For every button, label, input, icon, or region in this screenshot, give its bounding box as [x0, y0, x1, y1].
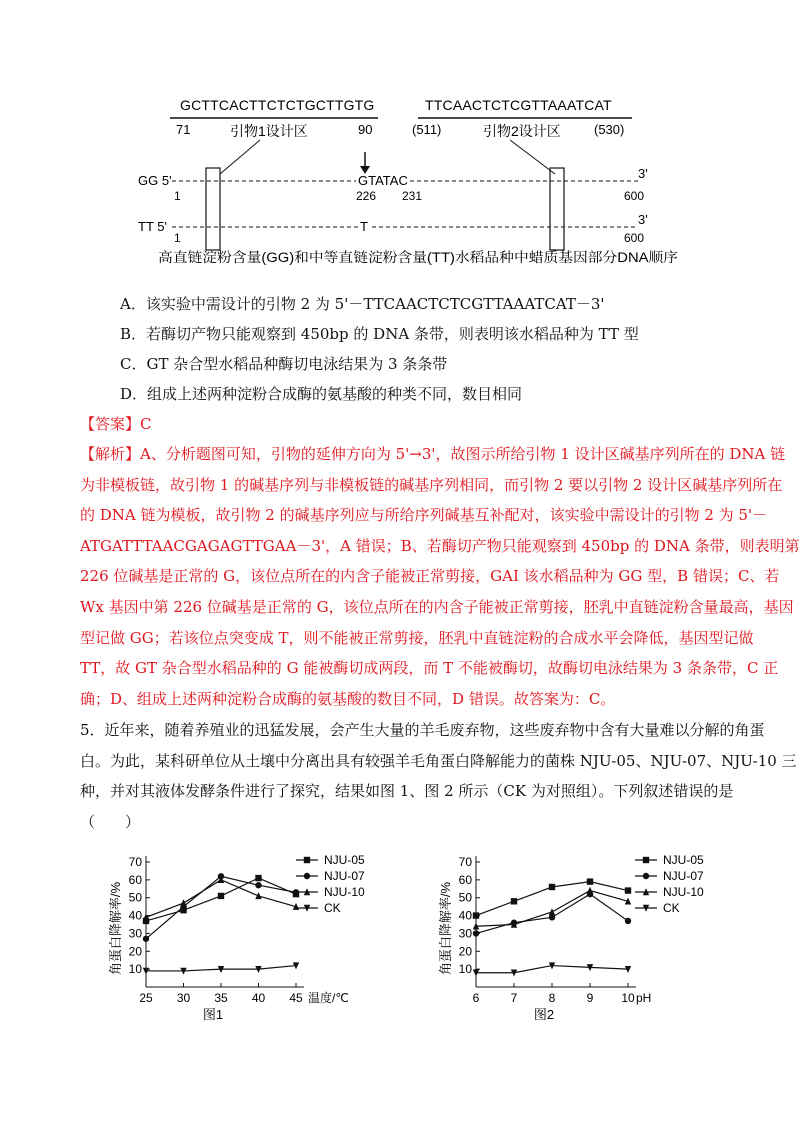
option-c: C．GT 杂合型水稻品种酶切电泳结果为 3 条条带 [120, 355, 448, 373]
data-point [180, 899, 186, 906]
data-point [255, 892, 261, 899]
data-point [511, 898, 517, 904]
gg-pos226: 226 [356, 189, 377, 203]
series-line [146, 878, 296, 921]
analysis-line: 为非模板链，故引物 1 的碱基序列与非模板链的碱基序列相同，而引物 2 要以引物 2 设计区碱基序列所在 [80, 475, 783, 494]
x-axis-label: pH [636, 991, 652, 1005]
gg-mid-seq: GTATAC [358, 173, 408, 188]
y-tick-label: 20 [458, 944, 472, 959]
data-point [304, 857, 310, 863]
x-tick-label: 25 [139, 991, 153, 1005]
primer1-box [206, 168, 220, 250]
chart-temperature [100, 850, 365, 1025]
y-axis-label: 角蛋白降解率/% [108, 881, 123, 976]
analysis-line: 的 DNA 链为模板，故引物 2 的碱基序列应与所给序列碱基互补配对，该实验中需设计的引物 2 为 5'－ [80, 506, 768, 525]
x-tick-label: 40 [251, 991, 266, 1005]
analysis-line: TT，故 GT 杂合型水稻品种的 G 能被酶切成两段，而 T 不能被酶切，故酶切电泳结果为 3 条条带，C 正 [80, 659, 779, 678]
y-tick-label: 10 [128, 962, 142, 977]
data-point [473, 930, 479, 936]
data-point [255, 882, 261, 888]
x-tick-label: 45 [289, 991, 303, 1005]
data-point [549, 908, 555, 915]
x-tick-label: 8 [548, 991, 556, 1005]
data-point [643, 873, 649, 879]
analysis-line: Wx 基因中第 226 位碱基是正常的 G，该位点所在的内含子能被正常剪接，胚乳中直链淀粉含量最高，基因 [80, 598, 794, 616]
legend-label: NJU-10 [663, 885, 704, 899]
y-tick-label: 70 [458, 855, 472, 869]
option-b: B．若酶切产物只能观察到 450bp 的 DNA 条带，则表明该水稻品种为 TT 型 [120, 325, 639, 343]
primer2-label: 引物2设计区 [483, 123, 561, 139]
tt-end: 600 [624, 231, 645, 245]
gg-label: GG 5' [138, 173, 172, 188]
tt-mid-seq: T [360, 219, 368, 234]
data-point [625, 918, 631, 924]
x-tick-label: 6 [472, 991, 480, 1005]
y-tick-label: 10 [458, 962, 472, 977]
tt-label: TT 5' [138, 219, 167, 234]
data-point [643, 857, 649, 863]
question5-line: （ ） [80, 812, 141, 831]
y-tick-label: 50 [128, 890, 142, 905]
tt-start: 1 [174, 231, 181, 245]
y-tick-label: 70 [128, 855, 142, 869]
legend-label: NJU-07 [663, 869, 704, 883]
data-point [473, 912, 479, 918]
legend-label: NJU-07 [324, 869, 365, 883]
option-d: D．组成上述两种淀粉合成酶的氨基酸的种类不同，数目相同 [120, 385, 523, 403]
legend-label: CK [324, 901, 341, 915]
primer1-sequence: GCTTCACTTCTCTGCTTGTG [180, 97, 375, 113]
legend-label: NJU-05 [663, 853, 704, 867]
data-point [587, 887, 593, 894]
legend-label: NJU-05 [324, 853, 365, 867]
question5-line: 5．近年来，随着养殖业的迅猛发展，会产生大量的羊毛废弃物，这些废弃物中含有大量难以分解的角蛋 [80, 721, 765, 739]
y-tick-label: 30 [128, 926, 142, 941]
data-point [587, 878, 593, 884]
primer2-sequence: TTCAACTCTCGTTAAATCAT [425, 97, 612, 113]
chart-caption: 图1 [202, 1007, 224, 1022]
y-tick-label: 60 [128, 872, 142, 887]
answer-line: 【答案】C [80, 415, 152, 433]
gene-figure-caption: 高直链淀粉含量(GG)和中等直链淀粉含量(TT)水稻品种中蜡质基因部分DNA顺序 [158, 250, 630, 265]
x-tick-label: 10 [621, 991, 635, 1005]
y-axis-label: 角蛋白降解率/% [438, 881, 453, 976]
gg-pos231: 231 [402, 189, 423, 203]
chart-ph [430, 850, 720, 1025]
y-tick-label: 20 [128, 944, 142, 959]
primer2-end: (530) [594, 122, 625, 137]
primer1-start: 71 [176, 122, 191, 137]
data-point [143, 936, 149, 942]
chart-caption: 图2 [533, 1007, 555, 1022]
series-line [146, 876, 296, 939]
gg-start: 1 [174, 189, 181, 203]
analysis-line: 【解析】A、分析题图可知，引物的延伸方向为 5'→3'，故图示所给引物 1 设计区碱基序列所在的 DNA 链 [80, 445, 786, 463]
primer1-end: 90 [358, 122, 373, 137]
y-tick-label: 60 [458, 872, 472, 887]
y-tick-label: 50 [458, 890, 472, 905]
data-point [218, 893, 224, 899]
x-axis-label: 温度/℃ [308, 991, 349, 1005]
gg-end3: 3' [638, 166, 648, 181]
question5-line: 白。为此，某科研单位从土壤中分离出具有较强羊毛角蛋白降解能力的菌株 NJU-05、NJU-07、NJU-10 三 [80, 751, 797, 770]
primer2-box [550, 168, 564, 250]
x-tick-label: 35 [214, 991, 228, 1005]
analysis-line: 确；D、组成上述两种淀粉合成酶的氨基酸的数目不同，D 错误。故答案为：C。 [80, 689, 616, 708]
question5-line: 种，并对其液体发酵条件进行了探究，结果如图 1、图 2 所示（CK 为对照组）。下列叙述错误的是 [80, 782, 734, 800]
gene-diagram [120, 90, 720, 270]
data-point [549, 884, 555, 890]
primer1-pointer [220, 140, 260, 174]
option-a: A．该实验中需设计的引物 2 为 5'－TTCAACTCTCGTTAAATCAT－3' [120, 295, 605, 313]
primer2-pointer [510, 140, 555, 174]
analysis-line: 型记做 GG；若该位点突变成 T，则不能被正常剪接，胚乳中直链淀粉的合成水平会降低，基因型记做 [80, 628, 754, 647]
legend-label: CK [663, 901, 680, 915]
x-tick-label: 30 [176, 991, 191, 1005]
primer1-label: 引物1设计区 [230, 123, 308, 139]
y-tick-label: 40 [458, 908, 472, 923]
y-tick-label: 30 [458, 926, 472, 941]
data-point [625, 887, 631, 893]
data-point [255, 875, 261, 881]
legend-label: NJU-10 [324, 885, 365, 899]
gg-end: 600 [624, 189, 645, 203]
y-tick-label: 40 [128, 908, 142, 923]
tt-end3: 3' [638, 212, 648, 227]
x-tick-label: 9 [586, 991, 594, 1005]
analysis-line: 226 位碱基是正常的 G，该位点所在的内含子能被正常剪接，GAI 该水稻品种为 GG 型，B 错误；C、若 [80, 567, 780, 586]
primer2-start: (511) [412, 122, 442, 137]
analysis-line: ATGATTTAACGAGAGTTGAA－3'，A 错误；B、若酶切产物只能观察到 450bp 的 DNA 条带，则表明第 [80, 536, 800, 555]
x-tick-label: 7 [510, 991, 518, 1005]
data-point [304, 873, 310, 879]
